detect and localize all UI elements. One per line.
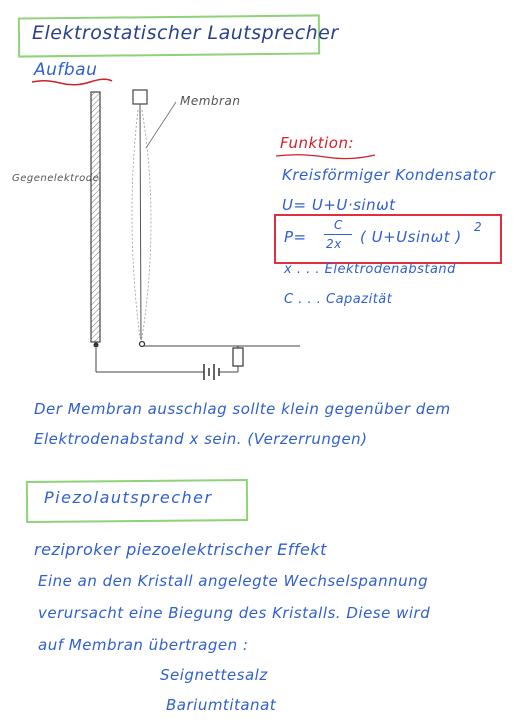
funktion-line-kondensator: Kreisförmiger Kondensator	[282, 166, 496, 184]
section-title-piezo: Piezolautsprecher	[44, 488, 213, 507]
formula-p: P=	[284, 228, 307, 246]
piezo-line-2: Eine an den Kristall angelegte Wechselspannung	[38, 572, 429, 590]
formula-numerator: C	[334, 218, 343, 232]
funktion-line-voltage: U= U+U·sinωt	[282, 196, 396, 214]
label-gegenelektrode: Gegenelektrode	[12, 173, 100, 184]
subtitle-aufbau: Aufbau	[34, 60, 98, 80]
def-c: C . . . Capazität	[284, 292, 393, 307]
formula-denominator: 2x	[326, 237, 342, 251]
def-x: x . . . Elektrodenabstand	[284, 262, 456, 277]
material-seignettesalz: Seignettesalz	[160, 666, 268, 684]
note-line-1: Der Membran ausschlag sollte klein gegenüber dem	[34, 400, 451, 418]
piezo-line-4: auf Membran übertragen :	[38, 636, 249, 654]
material-bariumtitanat: Bariumtitanat	[166, 696, 277, 714]
formula-fraction-bar	[324, 234, 352, 235]
funktion-heading: Funktion:	[280, 134, 355, 152]
section-title-elektrostatisch: Elektrostatischer Lautsprecher	[32, 22, 339, 44]
piezo-line-1: reziproker piezoelektrischer Effekt	[34, 540, 327, 559]
formula-exponent: 2	[474, 220, 483, 234]
formula-expression: ( U+Usinωt )	[360, 228, 462, 246]
label-membran: Membran	[180, 94, 241, 108]
piezo-line-3: verursacht eine Biegung des Kristalls. Diese wird	[38, 604, 431, 622]
note-line-2: Elektrodenabstand x sein. (Verzerrungen)	[34, 430, 368, 448]
